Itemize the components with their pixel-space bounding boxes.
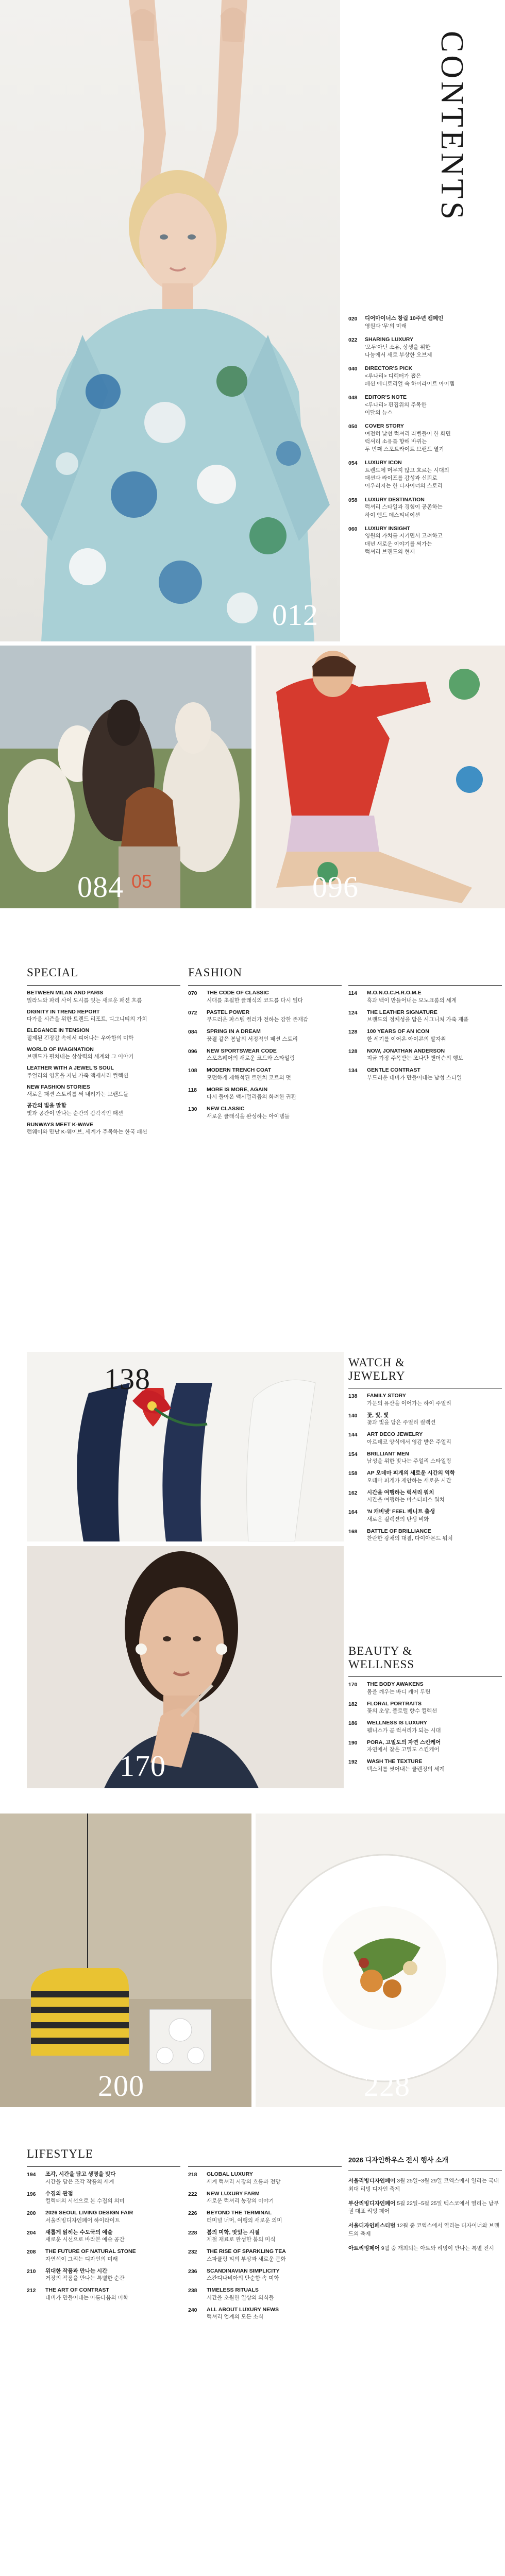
article-description: 서울리빙디자인페어 하이라이트 bbox=[45, 2217, 120, 2224]
article-entry[interactable] bbox=[188, 2287, 342, 2302]
article-description: 터미널 너머, 여행의 새로운 의미 bbox=[207, 2217, 282, 2224]
article-entry[interactable] bbox=[188, 2248, 342, 2263]
hero-illustration bbox=[0, 0, 340, 641]
lifestyle-second-rule bbox=[188, 2166, 342, 2167]
article-page-number: 190 bbox=[348, 1739, 358, 1746]
article-page-number: 158 bbox=[348, 1470, 358, 1477]
article-page-number: 236 bbox=[188, 2268, 197, 2275]
article-page-number: 162 bbox=[348, 1489, 358, 1496]
article-entry[interactable] bbox=[348, 1701, 502, 1716]
article-page-number: 228 bbox=[188, 2229, 197, 2236]
article-page-number: 108 bbox=[188, 1067, 197, 1074]
article-entry[interactable] bbox=[188, 2191, 342, 2206]
article-entry[interactable] bbox=[188, 2268, 342, 2283]
article-title: 공간의 빛을 말함 bbox=[27, 1103, 66, 1109]
toc-entry-title: LUXURY ICON bbox=[365, 460, 402, 466]
article-description: 거장의 작품을 만나는 특별한 순간 bbox=[45, 2275, 125, 2282]
chair-photo bbox=[0, 1814, 251, 2107]
article-description: 한 세기를 이어온 아이콘의 발자취 bbox=[367, 1036, 446, 1042]
article-page-number: 118 bbox=[188, 1087, 197, 1093]
article-description: 새로운 시선으로 바라본 예술 공간 bbox=[45, 2236, 125, 2243]
article-page-number: 154 bbox=[348, 1451, 358, 1458]
intro-item-text: 12월 중 코엑스에서 열리는 디자이너와 브랜드의 축제 bbox=[348, 2223, 499, 2237]
alpaca-photo bbox=[0, 646, 251, 908]
article-title: FAMILY STORY bbox=[367, 1393, 406, 1399]
page-number-dish: 228 bbox=[364, 2069, 410, 2103]
article-description: 제철 재료로 완성한 봄의 미식 bbox=[207, 2236, 276, 2243]
flower-photo bbox=[27, 1352, 344, 1541]
article-description: 부드러운 파스텔 컬러가 전하는 강한 존재감 bbox=[207, 1016, 309, 1023]
article-title: ALL ABOUT LUXURY NEWS bbox=[207, 2306, 279, 2313]
article-entry[interactable] bbox=[188, 1067, 342, 1082]
article-title: NEW FASHION STORIES bbox=[27, 1083, 90, 1090]
article-entry[interactable] bbox=[348, 1758, 502, 1773]
article-description: 부드러운 대비가 만들어내는 남성 스타일 bbox=[367, 1074, 462, 1081]
toc-entry[interactable] bbox=[348, 336, 503, 359]
dish-photo bbox=[256, 1814, 505, 2107]
article-page-number: 134 bbox=[348, 1067, 358, 1074]
article-page-number: 238 bbox=[188, 2287, 197, 2294]
alpaca-illustration bbox=[0, 646, 251, 908]
article-description: 런웨이와 만난 K-웨이브, 세계가 주목하는 한국 패션 bbox=[27, 1129, 147, 1136]
article-description: 새로운 패션 스토리를 써 내려가는 브랜드들 bbox=[27, 1091, 129, 1098]
article-description: 텍스처를 씻어내는 클렌징의 세계 bbox=[367, 1766, 445, 1772]
toc-entry-description: <루나리> 디렉터가 뽑은 패션 에디토리얼 속 하이라이트 아이템 bbox=[365, 372, 454, 387]
article-description: 다시 돌아온 맥시멀리즘의 화려한 귀환 bbox=[207, 1094, 296, 1100]
article-title: 위대한 작품과 만나는 시간 bbox=[45, 2267, 108, 2274]
fashion-list bbox=[188, 985, 342, 1125]
article-title: PORA, 고밀도의 자연 스킨케어 bbox=[367, 1739, 441, 1745]
article-entry[interactable] bbox=[348, 990, 502, 1005]
article-description: 밀라노와 파리 사이 도시를 잇는 새로운 패션 흐름 bbox=[27, 997, 142, 1004]
article-entry[interactable] bbox=[348, 1509, 502, 1523]
article-description: 새로운 컬렉션의 탄생 비화 bbox=[367, 1516, 429, 1522]
toc-entry-title: 디어마이너스 창립 10주년 캠페인 bbox=[365, 315, 444, 321]
lifestyle-list bbox=[27, 2166, 180, 2307]
article-title: 수집의 관점 bbox=[45, 2190, 73, 2197]
article-title: THE BODY AWAKENS bbox=[367, 1681, 424, 1687]
article-page-number: 186 bbox=[348, 1720, 358, 1727]
article-description: 웰니스가 곧 럭셔리가 되는 시대 bbox=[367, 1727, 441, 1734]
intro-title: 2026 디자인하우스 전시 행사 소개 bbox=[348, 2156, 449, 2164]
article-entry[interactable] bbox=[348, 1067, 502, 1082]
toc-page-number: 022 bbox=[348, 336, 358, 343]
article-page-number: 140 bbox=[348, 1412, 358, 1419]
intro-item-text: 3월 25일~3월 29일 코엑스에서 열리는 국내 최대 리빙 디자인 축제 bbox=[348, 2178, 499, 2192]
special-list bbox=[27, 985, 180, 1140]
article-page-number: 182 bbox=[348, 1701, 358, 1707]
article-description: 찬란한 광채의 대결, 다이아몬드 워치 bbox=[367, 1535, 453, 1542]
article-title: THE LEATHER SIGNATURE bbox=[367, 1009, 437, 1015]
toc-entry-title: DIRECTOR'S PICK bbox=[365, 365, 413, 371]
article-title: PASTEL POWER bbox=[207, 1009, 250, 1015]
article-title: 새롭게 읽히는 수도국의 예술 bbox=[45, 2229, 113, 2235]
toc-page-number: 054 bbox=[348, 460, 358, 467]
article-description: 시간을 여행하는 마스터피스 워치 bbox=[367, 1497, 445, 1503]
article-title: THE RISE OF SPARKLING TEA bbox=[207, 2248, 286, 2255]
toc-entry-title: SHARING LUXURY bbox=[365, 336, 414, 343]
article-page-number: 164 bbox=[348, 1509, 358, 1516]
page-number-red-jacket: 096 bbox=[312, 870, 359, 904]
article-description: 새로운 클래식을 완성하는 아이템들 bbox=[207, 1113, 290, 1120]
article-description: 지금 가장 주목받는 조나단 앤더슨의 행보 bbox=[367, 1055, 464, 1062]
toc-entry[interactable] bbox=[348, 526, 503, 556]
article-title: NEW LUXURY FARM bbox=[207, 2190, 260, 2197]
article-title: SCANDINAVIAN SIMPLICITY bbox=[207, 2267, 280, 2274]
article-description: 컬렉터의 시선으로 본 수집의 의미 bbox=[45, 2198, 125, 2205]
page-number-flower: 138 bbox=[104, 1362, 150, 1396]
page-number-portrait: 170 bbox=[120, 1749, 166, 1783]
article-title: MODERN TRENCH COAT bbox=[207, 1067, 272, 1074]
article-title: THE FUTURE OF NATURAL STONE bbox=[45, 2248, 136, 2255]
article-description: 시대를 초월한 클래식의 코드를 다시 읽다 bbox=[207, 997, 304, 1004]
beauty-rule bbox=[348, 1676, 502, 1677]
article-page-number: 210 bbox=[27, 2268, 36, 2275]
fashion-rule bbox=[188, 985, 342, 986]
article-entry[interactable] bbox=[188, 2210, 342, 2225]
article-description: 아르데코 양식에서 영감 받은 주얼리 bbox=[367, 1438, 451, 1445]
article-entry[interactable] bbox=[348, 1451, 502, 1466]
article-page-number: 084 bbox=[188, 1029, 197, 1036]
page-number-chair: 200 bbox=[98, 2069, 144, 2103]
article-description: 스칸디나비아의 단순함 속 미학 bbox=[207, 2275, 279, 2282]
article-page-number: 128 bbox=[348, 1029, 358, 1036]
article-entry[interactable] bbox=[188, 1009, 342, 1024]
article-description: 꽃과 빛을 담은 주얼리 컬렉션 bbox=[367, 1419, 436, 1426]
article-entry[interactable] bbox=[27, 1084, 180, 1099]
article-description: 흑과 백이 만들어내는 모노크롬의 세계 bbox=[367, 997, 457, 1004]
intro-items bbox=[348, 2177, 502, 2252]
article-page-number: 144 bbox=[348, 1432, 358, 1438]
article-title: 'N 캐비넷' FEEL 베니트 출생 bbox=[367, 1509, 435, 1515]
dish-illustration bbox=[256, 1814, 505, 2107]
article-entry[interactable] bbox=[27, 2287, 180, 2302]
article-description: 브랜드의 정체성을 담은 시그니처 가죽 제품 bbox=[367, 1016, 469, 1023]
article-description: 브랜드가 펼쳐내는 상상력의 세계와 그 이야기 bbox=[27, 1054, 134, 1060]
toc-entry-description: 영원의 가치를 지키면서 고려하고 매년 새로운 이야기를 써가는 럭셔리 브랜드의 현재 bbox=[365, 533, 443, 555]
intro-item-text: 5월 22일~5월 25일 벡스코에서 열리는 남부권 대표 리빙 페어 bbox=[348, 2200, 499, 2215]
article-entry[interactable] bbox=[348, 1489, 502, 1504]
article-page-number: 072 bbox=[188, 1009, 197, 1016]
article-entry[interactable] bbox=[348, 1048, 502, 1063]
article-title: 봄의 미학, 맛있는 시절 bbox=[207, 2229, 260, 2235]
article-title: THE CODE OF CLASSIC bbox=[207, 990, 269, 996]
article-title: MORE IS MORE, AGAIN bbox=[207, 1086, 268, 1093]
article-title: TIMELESS RITUALS bbox=[207, 2287, 259, 2294]
article-title: LEATHER WITH A JEWEL'S SOUL bbox=[27, 1065, 114, 1072]
toc-entry-description: 여전히 낯선 럭셔리 라벨들이 한 화면 럭셔리 소유를 향해 바뀌는 두 번째 스포트라이트 브랜드 열기 bbox=[365, 430, 451, 453]
article-page-number: 096 bbox=[188, 1048, 197, 1055]
intro-item-label: 서울디자인페스티벌 bbox=[348, 2223, 396, 2229]
toc-entry[interactable] bbox=[348, 497, 503, 519]
article-entry[interactable] bbox=[27, 1122, 180, 1137]
article-entry[interactable] bbox=[348, 1739, 502, 1754]
article-entry[interactable] bbox=[27, 2191, 180, 2206]
toc-page-number: 060 bbox=[348, 526, 358, 532]
article-entry[interactable] bbox=[27, 2210, 180, 2225]
article-entry[interactable] bbox=[27, 2248, 180, 2263]
misc-list bbox=[348, 985, 502, 1087]
article-entry[interactable] bbox=[27, 1009, 180, 1024]
article-page-number: 070 bbox=[188, 990, 197, 996]
section-heading-lifestyle: LIFESTYLE bbox=[27, 2147, 94, 2160]
article-description: 주얼리의 영혼을 지닌 가죽 액세서리 컬렉션 bbox=[27, 1072, 129, 1079]
article-page-number: 128 bbox=[348, 1048, 358, 1055]
article-page-number: 200 bbox=[27, 2210, 36, 2217]
article-title: NEW CLASSIC bbox=[207, 1106, 245, 1112]
article-entry[interactable] bbox=[188, 2229, 342, 2244]
intro-item bbox=[348, 2200, 502, 2216]
article-page-number: 114 bbox=[348, 990, 357, 996]
article-title: ART DECO JEWELRY bbox=[367, 1431, 423, 1438]
toc-page-number: 040 bbox=[348, 365, 358, 372]
article-description: 시간을 초월한 일상의 의식들 bbox=[207, 2294, 274, 2301]
article-description: 다가올 시즌을 위한 트렌드 리포트, 디그니티의 가치 bbox=[27, 1016, 147, 1023]
article-title: DIGNITY IN TREND REPORT bbox=[27, 1008, 100, 1015]
flower-illustration bbox=[27, 1352, 344, 1541]
article-page-number: 204 bbox=[27, 2229, 36, 2236]
article-title: GLOBAL LUXURY bbox=[207, 2171, 253, 2177]
article-page-number: 232 bbox=[188, 2249, 197, 2256]
article-title: NOW, JONATHAN ANDERSON bbox=[367, 1047, 445, 1054]
article-entry[interactable] bbox=[188, 1106, 342, 1121]
article-description: 시간을 담은 조각 작품의 세계 bbox=[45, 2178, 114, 2185]
article-page-number: 240 bbox=[188, 2307, 197, 2313]
article-entry[interactable] bbox=[348, 1528, 502, 1543]
toc-entry[interactable] bbox=[348, 460, 503, 490]
article-description: 새로운 럭셔리 농장의 이야기 bbox=[207, 2198, 274, 2205]
portrait-photo bbox=[27, 1546, 344, 1788]
article-entry[interactable] bbox=[348, 1412, 502, 1427]
article-title: SPRING IN A DREAM bbox=[207, 1028, 261, 1035]
hero-photo bbox=[0, 0, 340, 641]
article-entry[interactable] bbox=[188, 1048, 342, 1063]
article-description: 대비가 만들어내는 아름다움의 미학 bbox=[45, 2294, 128, 2301]
intro-item-label: 아트리빙페어 bbox=[348, 2245, 380, 2251]
toc-entry[interactable] bbox=[348, 423, 503, 453]
intro-item bbox=[348, 2222, 502, 2239]
article-description: 꽃의 초상, 플로럴 향수 컬렉션 bbox=[367, 1708, 437, 1715]
article-page-number: 222 bbox=[188, 2191, 197, 2197]
article-title: WELLNESS IS LUXURY bbox=[367, 1720, 427, 1726]
intro-box bbox=[348, 2155, 502, 2259]
article-entry[interactable] bbox=[27, 2229, 180, 2244]
article-description: 세계 럭셔리 시장의 흐름과 전망 bbox=[207, 2178, 281, 2185]
article-title: ELEGANCE IN TENSION bbox=[27, 1027, 90, 1034]
article-entry[interactable] bbox=[348, 1393, 502, 1408]
toc-entry-description: <루나리> 편집위의 주목한 이달의 뉴스 bbox=[365, 401, 427, 416]
article-title: M.O.N.O.C.H.R.O.M.E bbox=[367, 990, 422, 996]
article-description: 빛과 공간이 만나는 순간의 감각적인 패션 bbox=[27, 1110, 124, 1116]
article-title: WASH THE TEXTURE bbox=[367, 1758, 423, 1765]
contents-title: CONTENTS bbox=[434, 31, 469, 223]
article-page-number: 194 bbox=[27, 2172, 36, 2178]
article-page-number: 226 bbox=[188, 2210, 197, 2217]
article-entry[interactable] bbox=[348, 1470, 502, 1485]
article-page-number: 218 bbox=[188, 2172, 197, 2178]
article-entry[interactable] bbox=[348, 1431, 502, 1446]
article-title: 시간을 여행하는 럭셔리 워치 bbox=[367, 1489, 434, 1496]
toc-entry-title: EDITOR'S NOTE bbox=[365, 394, 407, 401]
section-heading-special: SPECIAL bbox=[27, 966, 79, 979]
article-title: WORLD OF IMAGINATION bbox=[27, 1046, 94, 1053]
section-heading-beauty: BEAUTY & WELLNESS bbox=[348, 1645, 415, 1671]
article-title: BETWEEN MILAN AND PARIS bbox=[27, 990, 104, 996]
toc-page-number: 050 bbox=[348, 423, 358, 430]
watch-list bbox=[348, 1388, 502, 1547]
article-entry[interactable] bbox=[188, 2307, 342, 2321]
article-title: 꽃, 빛, 빛 bbox=[367, 1412, 389, 1418]
article-page-number: 196 bbox=[27, 2191, 36, 2197]
article-title: 100 YEARS OF AN ICON bbox=[367, 1028, 429, 1035]
portrait-illustration bbox=[27, 1546, 344, 1788]
article-description: 절제된 긴장감 속에서 피어나는 우아함의 미학 bbox=[27, 1035, 134, 1041]
beauty-list bbox=[348, 1676, 502, 1778]
article-page-number: 208 bbox=[27, 2249, 36, 2256]
article-description: 꿈결 같은 봄날의 서정적인 패션 스토리 bbox=[207, 1036, 298, 1042]
svg-text:05: 05 bbox=[131, 871, 153, 892]
article-title: GENTLE CONTRAST bbox=[367, 1067, 420, 1074]
article-title: BATTLE OF BRILLIANCE bbox=[367, 1528, 431, 1534]
special-rule bbox=[27, 985, 180, 986]
article-page-number: 170 bbox=[348, 1682, 358, 1688]
article-title: 2026 SEOUL LIVING DESIGN FAIR bbox=[45, 2210, 133, 2216]
article-title: AP 오데마 피게의 새로운 시간의 역학 bbox=[367, 1470, 455, 1477]
article-entry[interactable] bbox=[27, 1027, 180, 1042]
article-description: 모던하게 재해석된 트렌치 코트의 멋 bbox=[207, 1074, 291, 1081]
article-title: 조각, 시간을 담고 생명을 빚다 bbox=[45, 2171, 116, 2177]
toc-entry-title: COVER STORY bbox=[365, 423, 404, 430]
intro-item-text: 9월 중 개최되는 아트와 리빙이 만나는 특별 전시 bbox=[381, 2245, 494, 2251]
article-entry[interactable] bbox=[27, 2171, 180, 2186]
red-jacket-illustration bbox=[256, 646, 505, 908]
article-description: 스포츠웨어의 새로운 코드와 스타일링 bbox=[207, 1055, 295, 1062]
intro-item-label: 서울리빙디자인페어 bbox=[348, 2178, 396, 2184]
toc-entry-description: 영원과 '무'의 미래 bbox=[365, 323, 407, 329]
article-entry[interactable] bbox=[348, 1681, 502, 1696]
article-description: 가문의 유산을 이어가는 하이 주얼리 bbox=[367, 1400, 451, 1406]
intro-item bbox=[348, 2177, 502, 2194]
article-description: 스파클링 티의 부상과 새로운 문화 bbox=[207, 2256, 286, 2262]
article-title: THE ART OF CONTRAST bbox=[45, 2287, 109, 2294]
section-heading-watch: WATCH & JEWELRY bbox=[348, 1356, 406, 1383]
toc-entry[interactable] bbox=[348, 394, 503, 417]
section-heading-fashion: FASHION bbox=[188, 966, 242, 979]
toc-entry[interactable] bbox=[348, 365, 503, 388]
article-entry[interactable] bbox=[348, 1028, 502, 1043]
article-page-number: 192 bbox=[348, 1759, 358, 1766]
article-title: FLORAL PORTRAITS bbox=[367, 1700, 422, 1707]
page-number-alpaca: 084 bbox=[77, 870, 124, 904]
article-entry[interactable] bbox=[348, 1720, 502, 1735]
article-description: 자연석이 그리는 디자인의 미래 bbox=[45, 2256, 118, 2262]
article-description: 자연에서 찾은 고밀도 스킨케어 bbox=[367, 1747, 440, 1753]
article-description: 몸을 깨우는 바디 케어 루틴 bbox=[367, 1688, 431, 1695]
article-page-number: 168 bbox=[348, 1528, 358, 1535]
article-title: RUNWAYS MEET K-WAVE bbox=[27, 1121, 93, 1128]
article-title: NEW SPORTSWEAR CODE bbox=[207, 1047, 277, 1054]
article-page-number: 130 bbox=[188, 1106, 197, 1113]
article-page-number: 212 bbox=[27, 2287, 36, 2294]
article-entry[interactable] bbox=[348, 1009, 502, 1024]
article-entry[interactable] bbox=[188, 2171, 342, 2186]
intro-item bbox=[348, 2245, 502, 2253]
intro-item-label: 부산리빙디자인페어 bbox=[348, 2200, 396, 2207]
article-entry[interactable] bbox=[27, 1103, 180, 1117]
article-page-number: 138 bbox=[348, 1393, 358, 1399]
toc-entry-title: LUXURY INSIGHT bbox=[365, 525, 411, 532]
article-page-number: 124 bbox=[348, 1009, 358, 1016]
toc-entry-description: 트렌드에 머무지 않고 흐르는 시대의 패션과 라이프를 감성과 신뢰로 어우러지는 한 디자이너의 스토리 bbox=[365, 467, 449, 489]
toc-entry[interactable] bbox=[348, 315, 503, 330]
article-entry[interactable] bbox=[188, 1087, 342, 1101]
article-entry[interactable] bbox=[27, 990, 180, 1005]
page-number-hero: 012 bbox=[272, 598, 318, 632]
article-entry[interactable] bbox=[27, 1046, 180, 1061]
article-entry[interactable] bbox=[27, 2268, 180, 2283]
article-entry[interactable] bbox=[188, 990, 342, 1005]
toc-page-number: 058 bbox=[348, 497, 358, 503]
article-entry[interactable] bbox=[188, 1028, 342, 1043]
toc-first-list bbox=[348, 315, 503, 562]
red-jacket-photo bbox=[256, 646, 505, 908]
toc-entry-title: LUXURY DESTINATION bbox=[365, 496, 425, 503]
toc-page-number: 048 bbox=[348, 395, 358, 401]
lifestyle-list-second bbox=[188, 2166, 342, 2326]
article-description: 럭셔리 업계의 모든 소식 bbox=[207, 2314, 264, 2320]
chair-illustration bbox=[0, 1814, 251, 2107]
article-description: 남성을 위한 빛나는 주얼리 스타일링 bbox=[367, 1458, 451, 1465]
toc-page-number: 020 bbox=[348, 316, 358, 322]
misc-rule bbox=[348, 985, 502, 986]
article-entry[interactable] bbox=[27, 1065, 180, 1080]
article-title: BEYOND THE TERMINAL bbox=[207, 2210, 272, 2216]
article-description: 오데마 피게가 제안하는 새로운 시간 bbox=[367, 1477, 451, 1484]
article-title: BRILLIANT MEN bbox=[367, 1450, 409, 1457]
toc-entry-description: '모두'아닌 소유, 상생을 위한 나눔에서 새로 부상한 오브제 bbox=[365, 344, 432, 358]
lifestyle-rule bbox=[27, 2166, 180, 2167]
toc-entry-description: 럭셔리 스타일과 경험이 공존하는 하이 엔드 데스티네이션 bbox=[365, 504, 443, 518]
